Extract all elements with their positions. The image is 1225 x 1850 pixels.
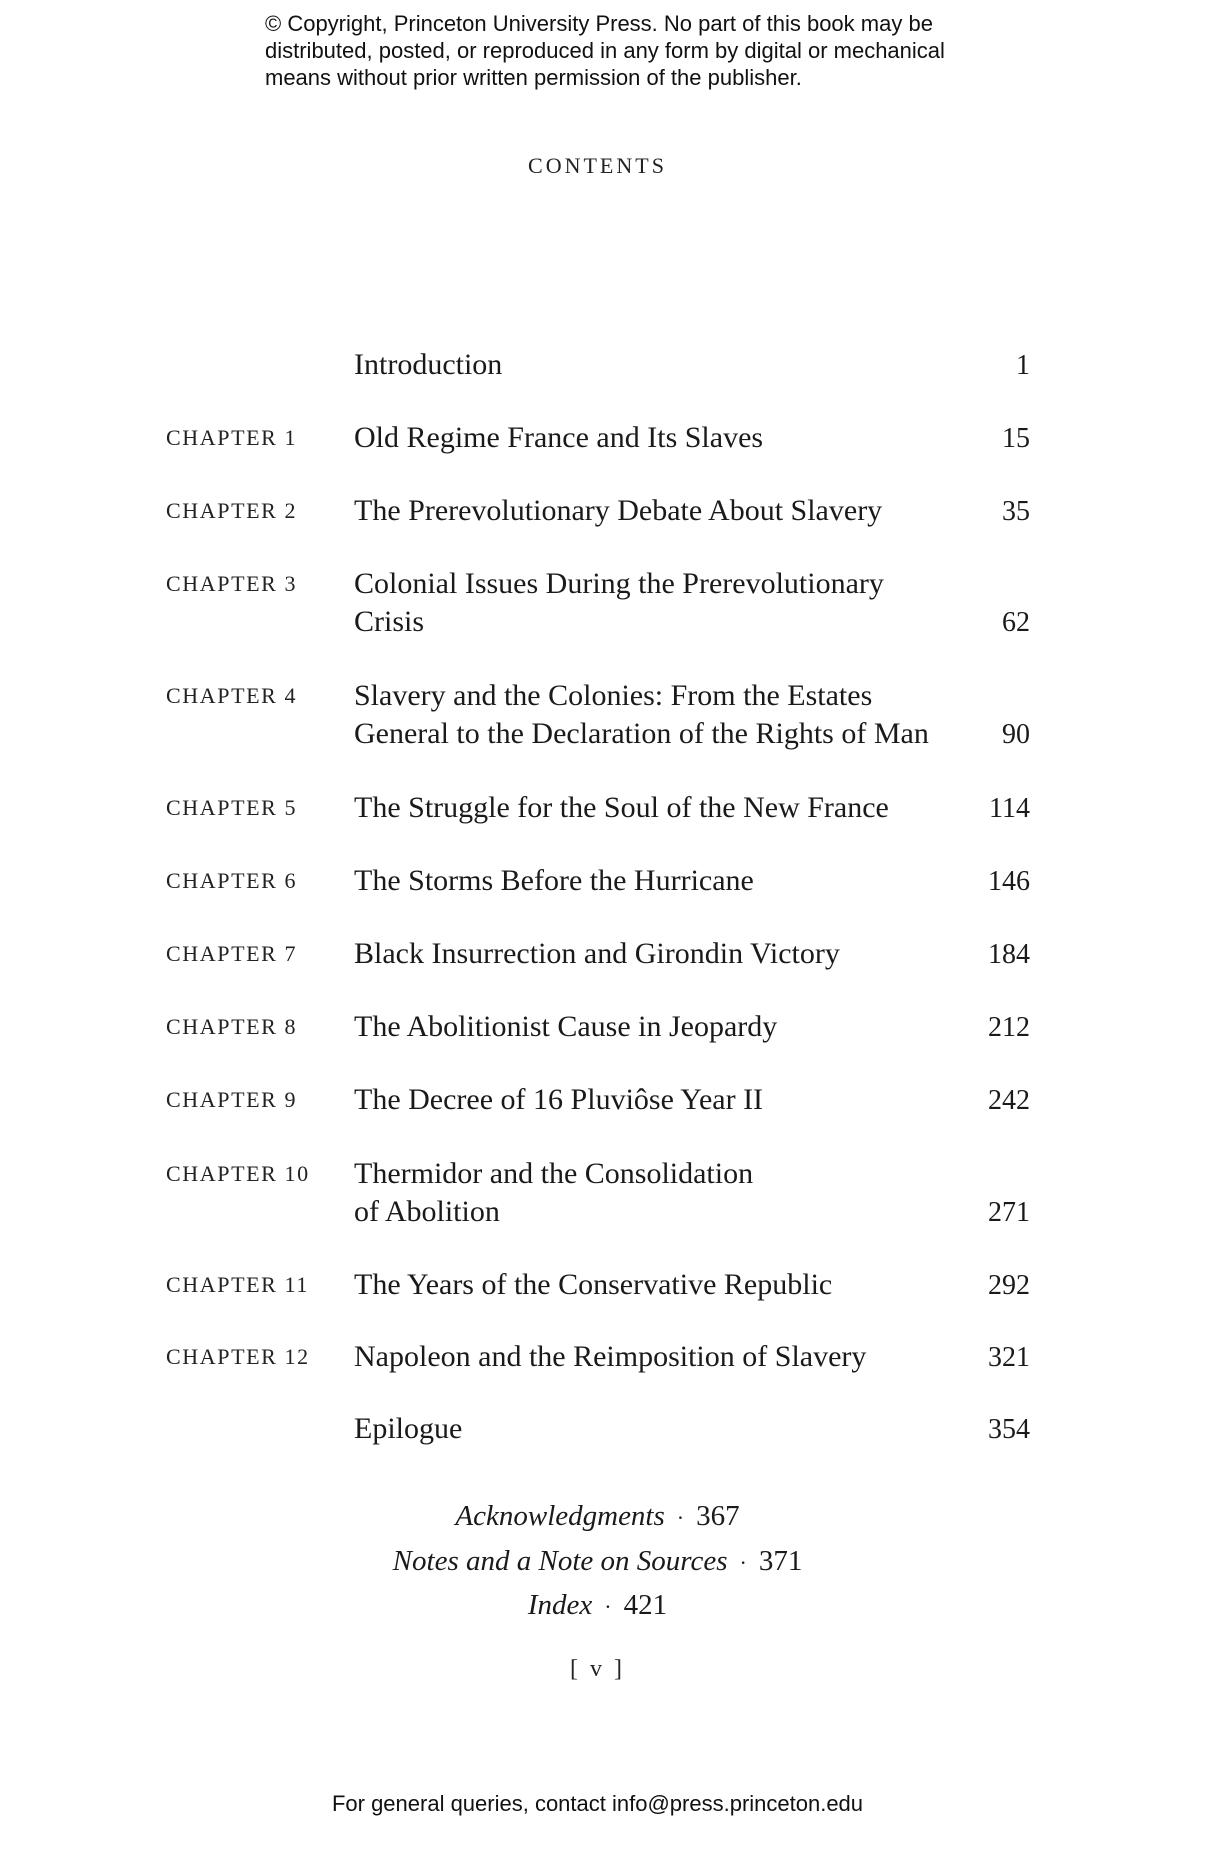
chapter-label: CHAPTER 6	[166, 868, 298, 893]
toc-title	[354, 1155, 753, 1231]
toc-title	[354, 1081, 763, 1119]
backmatter-label: Notes and a Note on Sources	[392, 1545, 728, 1577]
toc-title	[354, 565, 884, 641]
toc-title	[354, 419, 763, 457]
toc-title	[354, 1266, 832, 1304]
backmatter-index	[0, 1589, 1195, 1622]
toc-title-line: Slavery and the Colonies: From the Estates	[354, 679, 873, 712]
toc-title	[354, 1008, 777, 1046]
toc-title	[354, 935, 840, 973]
backmatter-label: Acknowledgments	[455, 1500, 665, 1532]
toc-title-line: Napoleon and the Reimposition of Slavery	[354, 1340, 867, 1373]
toc-title-line: The Storms Before the Hurricane	[354, 864, 754, 897]
toc-title-line: The Prerevolutionary Debate About Slavery	[354, 494, 883, 527]
toc-title-line: Old Regime France and Its Slaves	[354, 421, 764, 454]
toc-page-number: 90	[1002, 719, 1030, 750]
toc-page-number: 62	[1002, 607, 1030, 638]
toc-page-number: 292	[988, 1270, 1030, 1301]
toc-page-number: 184	[988, 939, 1030, 970]
chapter-label: CHAPTER 3	[166, 571, 298, 596]
chapter-label: CHAPTER 10	[166, 1161, 310, 1186]
separator-dot: ·	[739, 1550, 747, 1575]
backmatter-page: 371	[758, 1545, 803, 1577]
chapter-label: CHAPTER 1	[166, 425, 298, 450]
copyright-line: © Copyright, Princeton University Press. No part of this book may be	[265, 11, 933, 36]
chapter-label: CHAPTER 11	[166, 1272, 309, 1297]
backmatter-label: Index	[527, 1589, 593, 1621]
toc-title	[354, 346, 502, 384]
toc-page-number: 271	[988, 1197, 1030, 1228]
toc-title	[354, 1338, 866, 1376]
chapter-label: CHAPTER 8	[166, 1014, 298, 1039]
toc-page-number: 15	[1002, 423, 1030, 454]
page-folio: [ v ]	[570, 1656, 625, 1682]
toc-title-line: The Abolitionist Cause in Jeopardy	[354, 1010, 778, 1043]
backmatter-page: 421	[623, 1589, 668, 1621]
chapter-label: CHAPTER 12	[166, 1344, 310, 1369]
toc-title-line: Introduction	[354, 348, 503, 381]
toc-page-number: 321	[988, 1342, 1030, 1373]
chapter-label: CHAPTER 4	[166, 683, 298, 708]
toc-title-line: of Abolition	[354, 1195, 500, 1228]
toc-title-line: Thermidor and the Consolidation	[354, 1157, 754, 1190]
chapter-label: CHAPTER 2	[166, 498, 298, 523]
chapter-label: CHAPTER 7	[166, 941, 298, 966]
toc-title-line: The Struggle for the Soul of the New France	[354, 791, 889, 824]
copyright-line: distributed, posted, or reproduced in any form by digital or mechanical	[265, 38, 945, 63]
toc-title-line: Black Insurrection and Girondin Victory	[354, 937, 840, 970]
toc-title	[354, 677, 929, 753]
copyright-line: means without prior written permission of the publisher.	[265, 65, 802, 90]
chapter-label: CHAPTER 5	[166, 795, 298, 820]
separator-dot: ·	[676, 1505, 685, 1530]
toc-title-line: General to the Declaration of the Rights of Man	[354, 717, 929, 750]
chapter-label: CHAPTER 9	[166, 1087, 298, 1112]
toc-title	[354, 789, 889, 827]
toc-page-number: 354	[988, 1414, 1030, 1445]
toc-page-number: 1	[1016, 350, 1030, 381]
toc-title-line: Epilogue	[354, 1412, 463, 1445]
toc-page-number: 35	[1002, 496, 1030, 527]
toc-title	[354, 862, 754, 900]
toc-title-line: The Years of the Conservative Republic	[354, 1268, 833, 1301]
toc-page-number: 212	[988, 1012, 1030, 1043]
toc-title	[354, 492, 882, 530]
toc-page-number: 242	[988, 1085, 1030, 1116]
toc-page-number: 114	[989, 793, 1030, 824]
contents-heading: CONTENTS	[528, 153, 667, 178]
backmatter-acknowledgments	[0, 1500, 1195, 1533]
backmatter-page: 367	[696, 1500, 740, 1532]
backmatter-notes	[0, 1545, 1195, 1578]
toc-page-number: 146	[988, 866, 1030, 897]
toc-title	[354, 1410, 462, 1448]
toc-title-line: Crisis	[354, 605, 425, 638]
toc-title-line: The Decree of 16 Pluviôse Year II	[354, 1083, 764, 1116]
separator-dot: ·	[604, 1594, 612, 1619]
toc-title-line: Colonial Issues During the Prerevolutionary	[354, 567, 884, 600]
copyright-notice	[265, 10, 985, 91]
footer-contact: For general queries, contact info@press.princeton.edu	[331, 1791, 864, 1816]
